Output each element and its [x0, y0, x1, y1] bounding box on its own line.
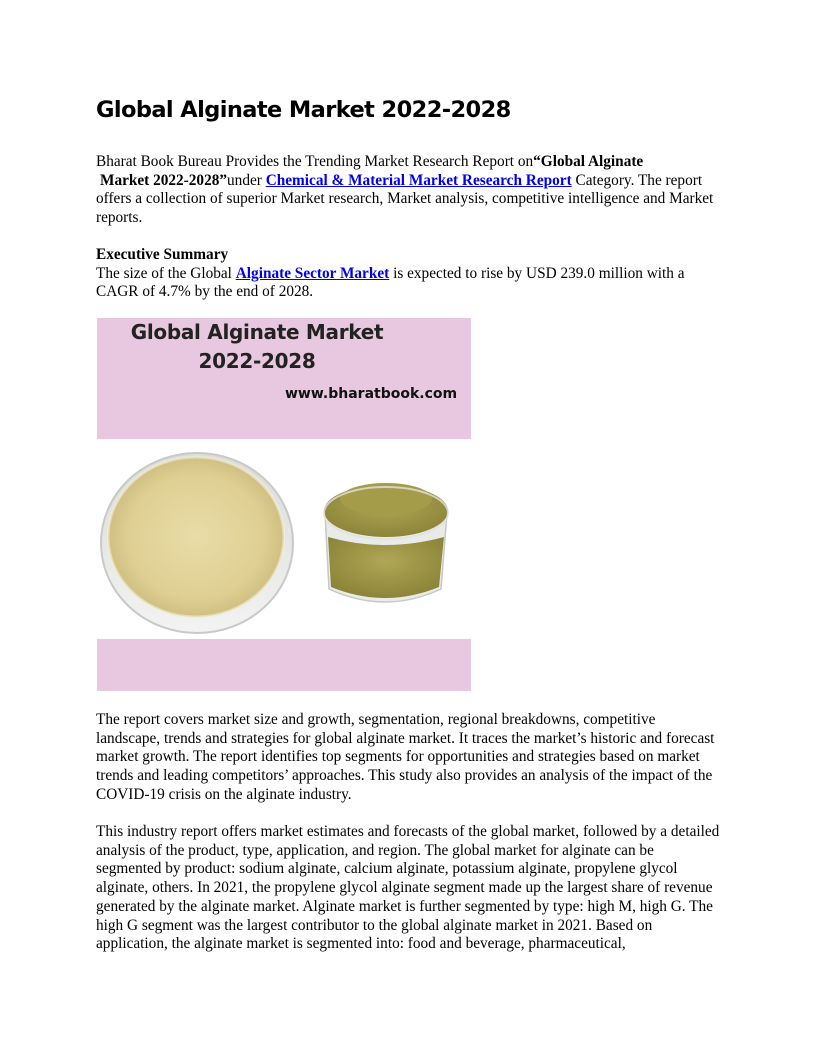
page-title: Global Alginate Market 2022-2028 — [96, 97, 511, 123]
report-name-cont: Market 2022-2028” — [100, 171, 228, 189]
banner-bottom — [97, 639, 471, 691]
paragraph-segmentation — [96, 823, 720, 954]
intro-paragraph — [96, 153, 720, 228]
report-cover-image — [97, 318, 471, 691]
small-bowl — [324, 483, 448, 602]
category-link[interactable]: Chemical & Material Market Research Report — [265, 171, 572, 189]
intro-text-after: Category. The report offers a collection of superior Market research, Market analysis, competitive intelligence and Market reports. — [96, 171, 714, 227]
banner-title-line1: Global Alginate Market — [130, 320, 384, 344]
banner-top — [97, 318, 471, 439]
paragraph-overview — [96, 711, 720, 805]
alginate-powder-photo — [97, 439, 471, 639]
banner-url: www.bharatbook.com — [285, 386, 458, 402]
report-name: “Global Alginate — [533, 153, 644, 170]
executive-summary-heading: Executive Summary — [96, 246, 229, 263]
executive-summary — [96, 246, 720, 302]
banner-title-line2: 2022-2028 — [198, 349, 316, 373]
banner-title — [97, 318, 417, 376]
exec-text: The size of the Global — [96, 264, 236, 282]
exec-text-after: is expected to rise by USD 239.0 million with a CAGR of 4.7% by the end of 2028. — [96, 264, 685, 301]
paragraph-text: This industry report offers market estimates and forecasts of the global market, followed by a detailed analysis of the product, type, application, and region. The global market for alginate can be segmented by product: sodium alginate, calcium alginate, potassium alginate, propylene glycol alginate, others. In 2021, the propylene glycol alginate segment made up the largest share of revenue generated by the alginate market. Alginate market is further segmented by type: high M, high G. The high G segment was the largest contributor to the global alginate market in 2021. Based on application, the alginate market is segmented into: food and beverage, pharmaceutical, — [96, 823, 720, 953]
intro-text: Bharat Book Bureau Provides the Trending Market Research Report on — [96, 153, 534, 170]
intro-under: under — [227, 171, 266, 189]
sector-market-link[interactable]: Alginate Sector Market — [235, 264, 390, 282]
paragraph-text: The report covers market size and growth, segmentation, regional breakdowns, competitive landscape, trends and strategies for global alginate market. It traces the market’s historic and forecast market growth. The report identifies top segments for opportunities and strategies based on market trends and leading competitors’ approaches. This study also provides an analysis of the impact of the COVID-19 crisis on the alginate industry. — [96, 711, 715, 803]
large-dish — [101, 453, 293, 633]
